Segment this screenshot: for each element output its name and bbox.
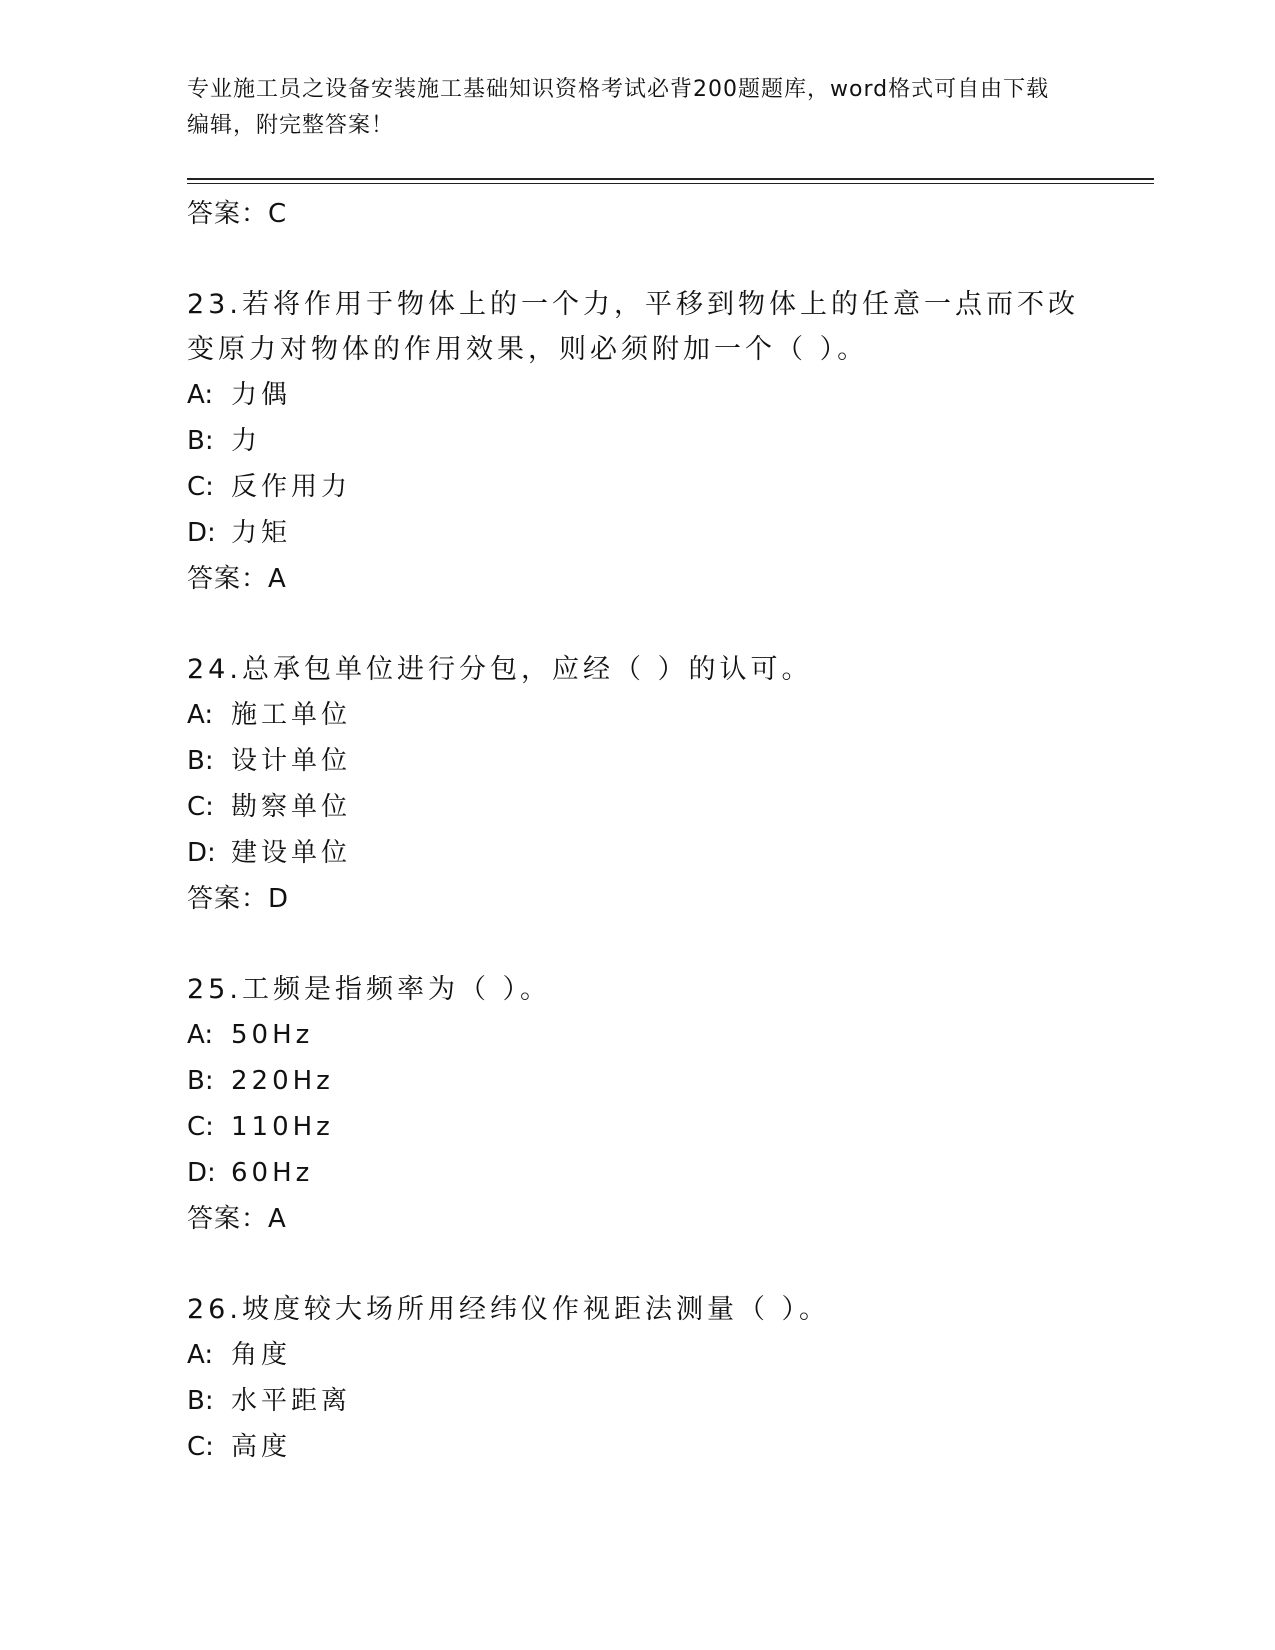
option-text: 勘察单位	[231, 792, 352, 822]
option-a	[187, 692, 1087, 738]
option-text: 力	[231, 426, 262, 456]
option-letter: C:	[187, 1112, 214, 1142]
document-header: 专业施工员之设备安装施工基础知识资格考试必背200题题库，word格式可自由下载编辑，附完整答案！	[187, 77, 1050, 138]
option-text: 角度	[231, 1340, 292, 1370]
answer-line: 答案：A	[187, 1204, 287, 1234]
question-23	[187, 281, 1087, 602]
option-letter: D:	[187, 838, 216, 868]
option-text: 力偶	[231, 380, 292, 410]
option-text: 110Hz	[231, 1112, 334, 1142]
option-c	[187, 1104, 1087, 1150]
option-letter: D:	[187, 1158, 216, 1188]
option-letter: B:	[187, 1066, 214, 1096]
answer-line: 答案：A	[187, 564, 287, 594]
question-26	[187, 1286, 1087, 1470]
option-letter: A:	[187, 700, 214, 730]
option-text: 反作用力	[231, 472, 352, 502]
option-b	[187, 738, 1087, 784]
option-letter: C:	[187, 792, 214, 822]
answer-line: 答案：D	[187, 884, 290, 914]
answer-line: 答案：C	[187, 199, 288, 229]
header-rule	[187, 178, 1154, 180]
option-letter: B:	[187, 426, 214, 456]
option-a	[187, 372, 1087, 418]
question-text: 25.工频是指频率为（ ）。	[187, 974, 552, 1005]
question-text: 26.坡度较大场所用经纬仪作视距法测量（ ）。	[187, 1294, 831, 1325]
question-list	[187, 191, 1087, 1470]
option-d	[187, 830, 1087, 876]
option-text: 高度	[231, 1432, 292, 1462]
option-text: 220Hz	[231, 1066, 334, 1096]
option-b	[187, 418, 1087, 464]
question-text: 24.总承包单位进行分包，应经（ ）的认可。	[187, 654, 813, 685]
option-letter: C:	[187, 1432, 214, 1462]
option-text: 水平距离	[231, 1386, 352, 1416]
option-letter: A:	[187, 1020, 214, 1050]
option-b	[187, 1378, 1087, 1424]
option-text: 设计单位	[231, 746, 352, 776]
question-25	[187, 966, 1087, 1242]
option-d	[187, 1150, 1087, 1196]
option-text: 力矩	[231, 518, 292, 548]
option-a	[187, 1332, 1087, 1378]
option-letter: D:	[187, 518, 216, 548]
option-letter: A:	[187, 380, 214, 410]
option-text: 建设单位	[231, 838, 352, 868]
option-b	[187, 1058, 1087, 1104]
option-c	[187, 784, 1087, 830]
option-a	[187, 1012, 1087, 1058]
option-text: 50Hz	[231, 1020, 314, 1050]
option-c	[187, 1424, 1087, 1470]
option-c	[187, 464, 1087, 510]
option-letter: C:	[187, 472, 214, 502]
option-text: 60Hz	[231, 1158, 314, 1188]
question-24	[187, 646, 1087, 922]
option-d	[187, 510, 1087, 556]
option-letter: B:	[187, 746, 214, 776]
question-text: 23.若将作用于物体上的一个力，平移到物体上的任意一点而不改变原力对物体的作用效果，则必须附加一个（ ）。	[187, 289, 1079, 365]
option-text: 施工单位	[231, 700, 352, 730]
option-letter: A:	[187, 1340, 214, 1370]
option-letter: B:	[187, 1386, 214, 1416]
header-rule-thin	[187, 183, 1154, 184]
